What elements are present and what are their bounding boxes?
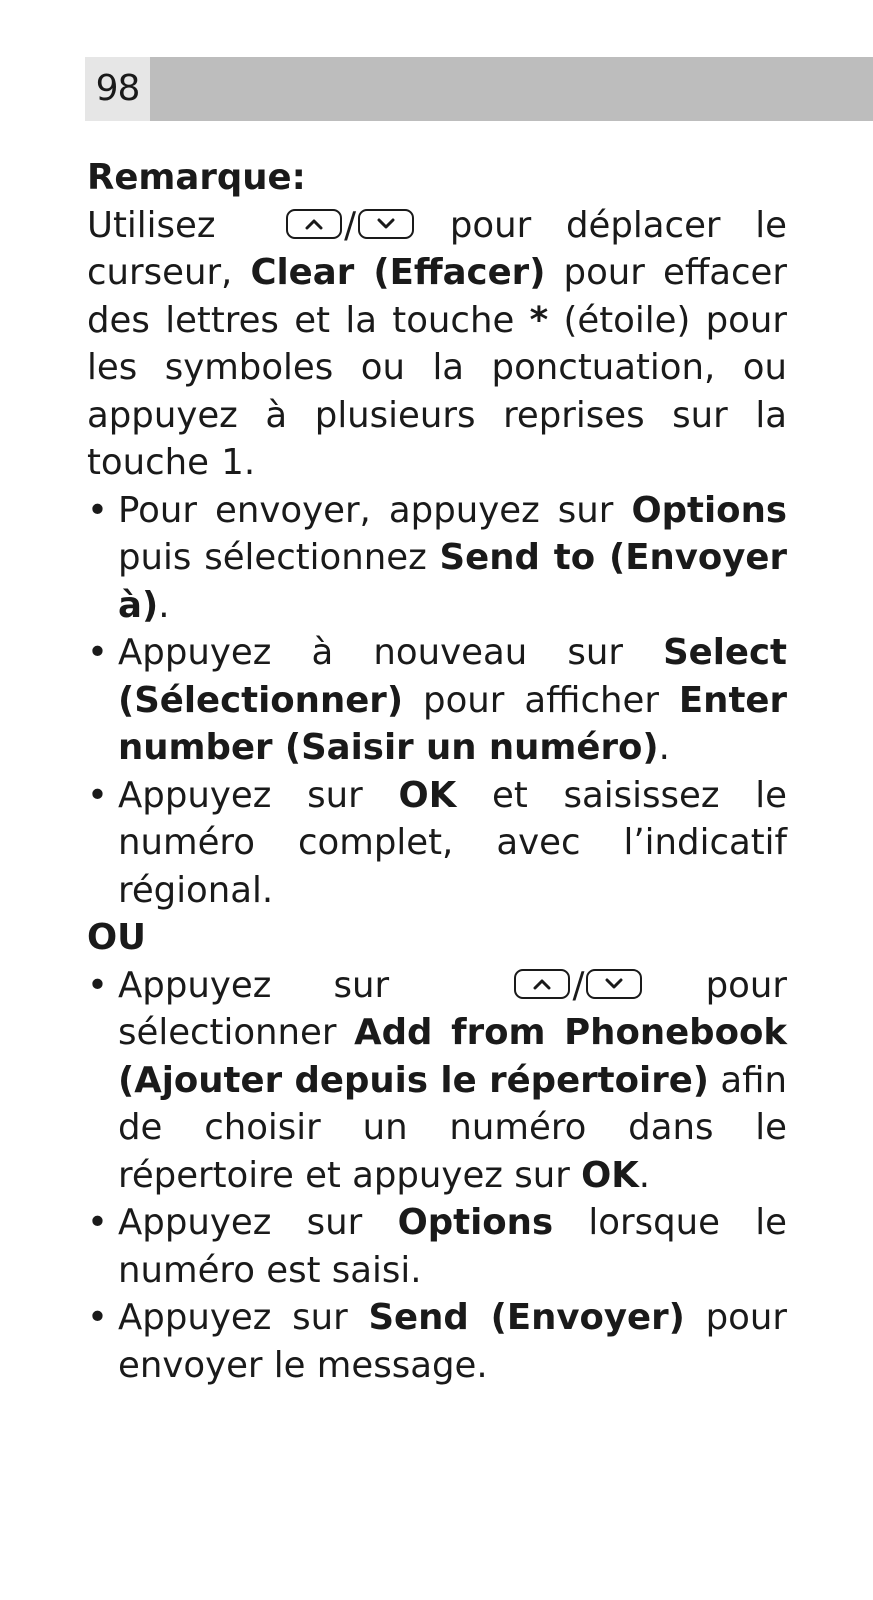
page-header-bar — [85, 57, 873, 121]
list-item: • Appuyez à nouveau sur Select (Sélectionner) pour afficher Enter number (Saisir un numéro). — [87, 629, 787, 772]
page-number: 98 — [85, 57, 150, 121]
manual-content — [87, 154, 787, 1389]
down-arrow-key-icon — [358, 209, 414, 239]
steps-list-2 — [87, 962, 787, 1390]
steps-list-1 — [87, 487, 787, 915]
note-paragraph: Utilisez / pour déplacer le curseur, Clear (Effacer) pour effacer des lettres et la touche * (étoile) pour les symboles ou la ponctuation, ou appuyez à plusieurs reprises sur la touche 1. — [87, 204, 788, 483]
list-item: • Appuyez sur / pour sélectionner Add from Phonebook (Ajouter depuis le répertoire) afin de choisir un numéro dans le répertoire et appuyez sur OK. — [87, 962, 787, 1200]
or-heading: OU — [87, 917, 147, 958]
up-arrow-key-icon — [286, 209, 342, 239]
list-item: • Pour envoyer, appuyez sur Options puis sélectionnez Send to (Envoyer à). — [87, 487, 787, 630]
bullet-icon: • — [87, 964, 108, 1006]
bullet-icon: • — [87, 489, 108, 531]
star-key: * — [529, 299, 549, 341]
list-item: • Appuyez sur Options lorsque le numéro est saisi. — [87, 1199, 787, 1294]
bullet-icon: • — [87, 1202, 108, 1243]
list-item: • Appuyez sur OK et saisissez le numéro complet, avec l’indicatif régional. — [87, 772, 787, 915]
nav-keys: / — [250, 205, 415, 246]
list-item: • Appuyez sur Send (Envoyer) pour envoyer le message. — [87, 1294, 787, 1389]
down-arrow-key-icon — [586, 969, 642, 999]
bullet-icon: • — [87, 632, 108, 673]
bullet-icon: • — [87, 1297, 108, 1338]
note-heading: Remarque: — [87, 157, 306, 198]
clear-key-label: Clear (Effacer) — [250, 252, 546, 293]
nav-keys: / — [451, 965, 643, 1006]
bullet-icon: • — [87, 774, 108, 816]
up-arrow-key-icon — [514, 969, 570, 999]
